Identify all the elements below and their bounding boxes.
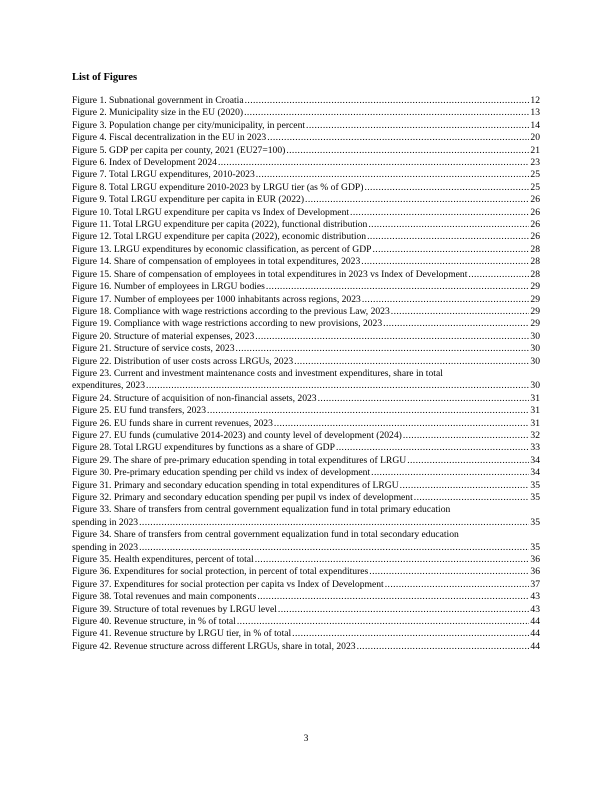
figure-entry-label: Figure 36. Expenditures for social protection, in percent of total expenditures: [72, 566, 369, 578]
figure-entry[interactable]: [72, 368, 540, 393]
figure-entry[interactable]: [72, 405, 540, 417]
figure-entry[interactable]: [72, 641, 540, 653]
figure-entry[interactable]: [72, 356, 540, 368]
figure-entry[interactable]: [72, 430, 540, 442]
dot-leader: [292, 628, 529, 640]
figure-entry[interactable]: [72, 194, 540, 206]
figure-entry-page: 44: [530, 628, 540, 640]
figure-entry-page: 30: [530, 380, 540, 392]
figure-entry-label: Figure 18. Compliance with wage restrictions according to the previous Law, 2023: [72, 305, 390, 317]
figure-entry-page: 20: [530, 132, 540, 144]
figure-entry-page: 12: [530, 95, 540, 106]
figure-entry-label: Figure 10. Total LRGU expenditure per capita vs Index of Development: [72, 206, 350, 218]
dot-leader: [256, 169, 530, 181]
figure-entry-label: Figure 11. Total LRGU expenditure per capita (2022), functional distribution: [72, 219, 368, 231]
figure-entry-label: Figure 21. Structure of service costs, 2023: [72, 343, 235, 355]
dot-leader: [236, 343, 530, 355]
figure-entry-page: 36: [530, 566, 540, 578]
figure-entry[interactable]: [72, 294, 540, 306]
figure-entry-label: Figure 2. Municipality size in the EU (2020): [72, 107, 244, 119]
figure-entry[interactable]: [72, 554, 540, 566]
figure-entry[interactable]: [72, 343, 540, 355]
figure-entry-page: 35: [530, 479, 540, 491]
figure-entry-page: 28: [530, 268, 540, 280]
dot-leader: [245, 95, 530, 107]
dot-leader: [403, 430, 530, 442]
figure-entry-label: Figure 41. Revenue structure by LRGU tier, in % of total: [72, 628, 292, 640]
figure-entry[interactable]: [72, 480, 540, 492]
dot-leader: [294, 356, 529, 368]
figure-entry[interactable]: [72, 132, 540, 144]
figure-entry-label: Figure 15. Share of compensation of employees in total expenditures in 2023 vs Index of Development: [72, 268, 468, 280]
figure-entry-page: 28: [530, 243, 540, 255]
figure-entry[interactable]: [72, 579, 540, 591]
figure-entry[interactable]: [72, 628, 540, 640]
figure-entry-label: Figure 13. LRGU expenditures by economic classification, as percent of GDP: [72, 243, 372, 255]
figure-entry-label: Figure 39. Structure of total revenues by LRGU level: [72, 603, 277, 615]
figure-entry-label: Figure 25. EU fund transfers, 2023: [72, 405, 207, 417]
figure-entry-page: 34: [530, 454, 540, 466]
figure-entry-page: 26: [530, 231, 540, 243]
figure-entry[interactable]: [72, 504, 540, 529]
figure-entry[interactable]: [72, 306, 540, 318]
figure-entry-page: 28: [530, 256, 540, 268]
figure-entry-line2: [72, 542, 540, 554]
dot-leader: [237, 616, 530, 628]
dot-leader: [414, 492, 530, 504]
dot-leader: [385, 579, 530, 591]
figure-entry-page: 26: [530, 194, 540, 206]
dot-leader: [318, 393, 530, 405]
figure-entry-label: Figure 14. Share of compensation of employees in total expenditures, 2023: [72, 256, 361, 268]
figure-entry-label: Figure 28. Total LRGU expenditures by functions as a share of GDP: [72, 442, 335, 454]
figure-entry-label: Figure 40. Revenue structure, in % of total: [72, 616, 236, 628]
figure-entry-page: 29: [530, 305, 540, 317]
dot-leader: [368, 219, 529, 231]
figure-entry-label: Figure 9. Total LRGU expenditure per capita in EUR (2022): [72, 194, 305, 206]
figure-entry-line2: [72, 380, 540, 392]
figure-entry[interactable]: [72, 616, 540, 628]
figure-entry-label: Figure 42. Revenue structure across different LRGUs, share in total, 2023: [72, 640, 356, 652]
figure-entry[interactable]: [72, 244, 540, 256]
dot-leader: [218, 157, 529, 169]
dot-leader: [364, 182, 529, 194]
figure-entry[interactable]: [72, 182, 540, 194]
figure-entry-page: 35: [530, 492, 540, 503]
dot-leader: [468, 269, 529, 281]
figure-entry[interactable]: [72, 418, 540, 430]
figure-entry[interactable]: [72, 318, 540, 330]
figure-entry-label: Figure 3. Population change per city/municipality, in percent: [72, 119, 306, 131]
figure-entry[interactable]: [72, 207, 540, 219]
figure-entry-page: 32: [530, 429, 540, 441]
figure-entry[interactable]: [72, 529, 540, 554]
dot-leader: [391, 306, 530, 318]
dot-leader: [278, 604, 530, 616]
figure-entry-label: Figure 38. Total revenues and main components: [72, 591, 257, 603]
figure-entry-page: 43: [530, 591, 540, 603]
figure-entry[interactable]: [72, 442, 540, 454]
figure-entry-label: expenditures, 2023: [72, 380, 146, 392]
dot-leader: [257, 591, 529, 603]
figure-entry-page: 44: [530, 640, 540, 652]
figure-entry-label: Figure 17. Number of employees per 1000 inhabitants across regions, 2023: [72, 293, 361, 305]
figure-entry[interactable]: [72, 231, 540, 243]
dot-leader: [255, 554, 530, 566]
figure-entry[interactable]: [72, 281, 540, 293]
dot-leader: [371, 467, 529, 479]
figure-entry-page: 21: [530, 144, 540, 156]
figure-entry-page: 44: [530, 616, 540, 628]
figure-entry-page: 26: [530, 219, 540, 231]
figure-entry[interactable]: [72, 269, 540, 281]
figure-entry-page: 26: [530, 206, 540, 218]
figure-entry-label-line1: Figure 34. Share of transfers from central government equalization fund in total secondary education: [72, 529, 459, 541]
dot-leader: [407, 455, 529, 467]
figure-entry-label: Figure 32. Primary and secondary education spending per pupil vs index of development: [72, 492, 413, 503]
figure-entry-label: spending in 2023: [72, 541, 139, 553]
list-of-figures-heading: List of Figures: [72, 72, 138, 83]
figure-entry[interactable]: [72, 145, 540, 157]
dot-leader: [383, 318, 529, 330]
dot-leader: [146, 380, 529, 392]
dot-leader: [350, 207, 529, 219]
figure-entry-page: 34: [530, 467, 540, 479]
dot-leader: [274, 418, 530, 430]
dot-leader: [336, 442, 529, 454]
dot-leader: [286, 145, 529, 157]
dot-leader: [361, 256, 529, 268]
figure-entry-label: Figure 27. EU funds (cumulative 2014-2023) and county level of development (2024): [72, 429, 402, 441]
figure-entry-label: Figure 8. Total LRGU expenditure 2010-2023 by LRGU tier (as % of GDP): [72, 181, 364, 193]
dot-leader: [372, 244, 529, 256]
figure-entry-page: 13: [530, 107, 540, 119]
page-number: 3: [303, 733, 309, 744]
figure-entry-label: Figure 24. Structure of acquisition of non-financial assets, 2023: [72, 392, 317, 404]
figure-entry-page: 29: [530, 293, 540, 305]
figure-entry-page: 29: [530, 281, 540, 293]
figure-entry-page: 29: [530, 318, 540, 330]
figure-entry-page: 31: [530, 392, 540, 404]
dot-leader: [207, 405, 529, 417]
figure-entry-label: Figure 6. Index of Development 2024: [72, 157, 217, 169]
dot-leader: [139, 517, 529, 529]
dot-leader: [244, 107, 529, 119]
dot-leader: [255, 331, 529, 343]
figure-entry-label-line1: Figure 23. Current and investment maintenance costs and investment expenditures, share in total: [72, 367, 443, 379]
figure-entry[interactable]: [72, 169, 540, 181]
figure-entry-label: Figure 35. Health expenditures, percent of total: [72, 554, 254, 566]
figure-entry[interactable]: [72, 120, 540, 132]
figure-entry-label: Figure 4. Fiscal decentralization in the EU in 2023: [72, 132, 267, 144]
figure-entry-label: Figure 26. EU funds share in current revenues, 2023: [72, 417, 273, 429]
figure-entry[interactable]: [72, 331, 540, 343]
figure-entry-page: 14: [530, 119, 540, 131]
figure-entry-label: Figure 12. Total LRGU expenditure per capita (2022), economic distribution: [72, 231, 367, 243]
figure-entry-page: 23: [530, 157, 540, 169]
figure-entry[interactable]: [72, 393, 540, 405]
figure-entry-label: Figure 20. Structure of material expenses, 2023: [72, 330, 255, 342]
figure-entry-page: 30: [530, 343, 540, 355]
dot-leader: [362, 294, 530, 306]
figure-entry-page: 35: [530, 541, 540, 553]
figure-entry[interactable]: [72, 107, 540, 119]
figure-entry-page: 36: [530, 554, 540, 566]
figure-entry[interactable]: [72, 604, 540, 616]
figure-entry-label: Figure 31. Primary and secondary education spending in total expenditures of LRGU: [72, 479, 399, 491]
figure-entry-page: 30: [530, 355, 540, 367]
figure-entry-line2: [72, 517, 540, 529]
figure-entry[interactable]: [72, 455, 540, 467]
figure-entry-page: 25: [530, 169, 540, 181]
figure-entry[interactable]: [72, 591, 540, 603]
figure-entry-label: Figure 22. Distribution of user costs across LRGUs, 2023: [72, 355, 294, 367]
dot-leader: [400, 480, 530, 492]
figure-entry-label: Figure 29. The share of pre-primary education spending in total expenditures of LRGU: [72, 454, 407, 466]
figures-list: [72, 95, 540, 653]
figure-entry-page: 35: [530, 516, 540, 528]
dot-leader: [357, 641, 530, 653]
figure-entry-label: Figure 1. Subnational government in Croatia: [72, 95, 244, 106]
figure-entry-page: 31: [530, 417, 540, 429]
figure-entry[interactable]: [72, 492, 540, 504]
figure-entry-label: Figure 30. Pre-primary education spending per child vs index of development: [72, 467, 371, 479]
figure-entry-label: Figure 16. Number of employees in LRGU bodies: [72, 281, 265, 293]
figure-entry[interactable]: [72, 219, 540, 231]
dot-leader: [306, 120, 529, 132]
figure-entry-label: Figure 5. GDP per capita per county, 2021 (EU27=100): [72, 144, 286, 156]
figure-entry-label: Figure 37. Expenditures for social protection per capita vs Index of Development: [72, 578, 384, 590]
figure-entry-page: 43: [530, 603, 540, 615]
figure-entry[interactable]: [72, 95, 540, 107]
figure-entry-page: 25: [530, 181, 540, 193]
figure-entry[interactable]: [72, 256, 540, 268]
dot-leader: [367, 231, 529, 243]
figure-entry[interactable]: [72, 157, 540, 169]
figure-entry[interactable]: [72, 467, 540, 479]
figure-entry-page: 31: [530, 405, 540, 417]
dot-leader: [139, 542, 529, 554]
figure-entry-page: 30: [530, 330, 540, 342]
dot-leader: [369, 566, 529, 578]
figure-entry-label-line1: Figure 33. Share of transfers from central government equalization fund in total primary education: [72, 504, 451, 516]
dot-leader: [266, 281, 529, 293]
dot-leader: [305, 194, 529, 206]
figure-entry-page: 33: [530, 442, 540, 454]
figure-entry-label: Figure 19. Compliance with wage restrictions according to new provisions, 2023: [72, 318, 383, 330]
figure-entry-label: spending in 2023: [72, 516, 139, 528]
figure-entry-page: 37: [530, 578, 540, 590]
figure-entry[interactable]: [72, 566, 540, 578]
figure-entry-label: Figure 7. Total LRGU expenditures, 2010-2023: [72, 169, 255, 181]
dot-leader: [267, 132, 529, 144]
